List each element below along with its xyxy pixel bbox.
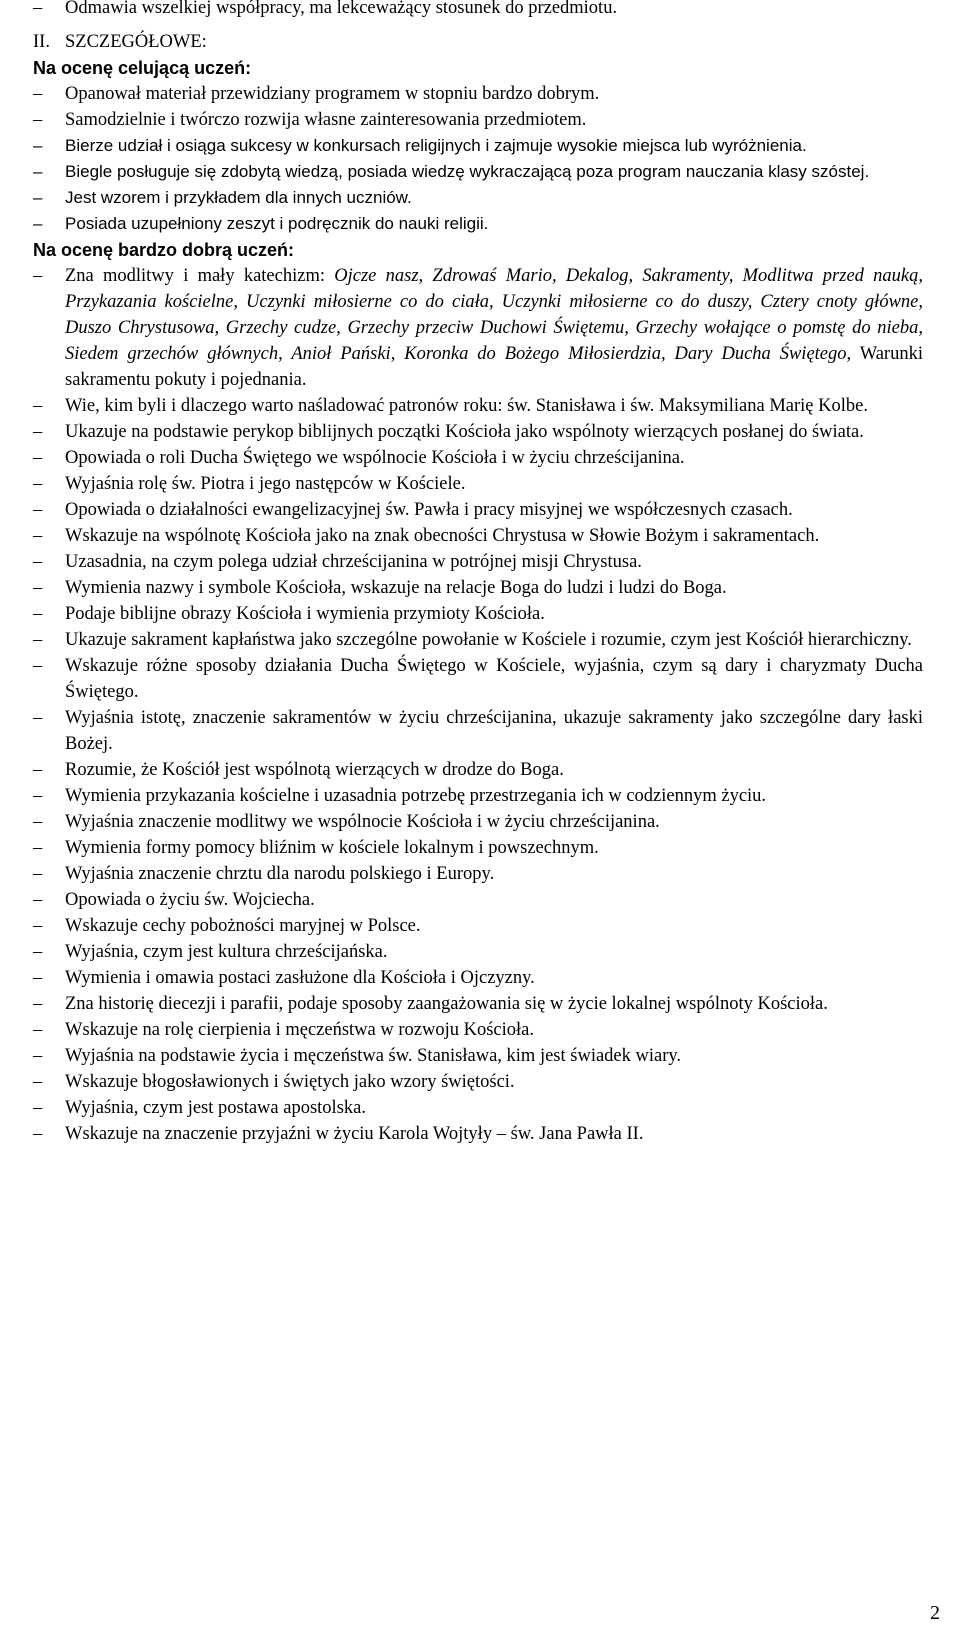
dash-bullet: – [33, 188, 43, 207]
list-item [33, 861, 923, 887]
list-item [33, 159, 923, 185]
dash-bullet: – [33, 1020, 43, 1040]
list-item [33, 1095, 923, 1121]
item-text: Wymienia przykazania kościelne i uzasadnia potrzebę przestrzegania ich w codziennym życiu. [65, 786, 767, 806]
list-item [33, 653, 923, 705]
dash-bullet: – [33, 474, 43, 494]
list-item [33, 991, 923, 1017]
list-item [33, 887, 923, 913]
list-item [33, 627, 923, 653]
item-text: Wie, kim byli i dlaczego warto naśladować patronów roku: św. Stanisława i św. Maksymiliana Marię Kolbe. [65, 396, 868, 416]
dash-bullet: – [33, 604, 43, 624]
list-item [33, 1069, 923, 1095]
item-italic-prayers: Ojcze nasz, Zdrowaś Mario, Dekalog, Sakramenty, Modlitwa przed nauką, Przykazania kościelne, Uczynki miłosierne co do ciała, Uczynki miłosierne co do duszy, Cztery cnoty główne, Duszo Chrystusowa, Grzechy cudze, Grzechy przeciw Duchowi Świętemu, Grzechy wołające o pomstę do nieba, Siedem grzechów głównych, Anioł Pański, Koronka do Bożego Miłosierdzia, Dary Ducha Świętego, [65, 266, 924, 364]
grade-heading-bardzo-dobra: Na ocenę bardzo dobrą uczeń: [33, 240, 295, 260]
list-item [33, 81, 923, 107]
dash-bullet: – [33, 422, 43, 442]
dash-bullet: – [33, 1046, 43, 1066]
dash-bullet: – [33, 760, 43, 780]
dash-bullet: – [33, 786, 43, 806]
item-text: Samodzielnie i twórczo rozwija własne zainteresowania przedmiotem. [65, 110, 587, 130]
section-heading [33, 29, 923, 55]
dash-bullet: – [33, 448, 43, 468]
item-text: Wyjaśnia znaczenie chrztu dla narodu polskiego i Europy. [65, 864, 495, 884]
list-item [33, 263, 923, 393]
dash-bullet: – [33, 1124, 43, 1144]
item-text: Wskazuje na znaczenie przyjaźni w życiu Karola Wojtyły – św. Jana Pawła II. [65, 1124, 644, 1144]
item-text: Bierze udział i osiąga sukcesy w konkursach religijnych i zajmuje wysokie miejsca lub wyróżnienia. [65, 136, 807, 155]
dash-bullet: – [33, 0, 43, 18]
dash-bullet: – [33, 708, 43, 728]
item-text: Wskazuje różne sposoby działania Ducha Świętego w Kościele, wyjaśnia, czym są dary i charyzmaty Ducha Świętego. [65, 656, 923, 702]
list-item [33, 107, 923, 133]
list-item [33, 471, 923, 497]
list-item [33, 419, 923, 445]
dash-bullet: – [33, 526, 43, 546]
list-item [33, 835, 923, 861]
item-text: Opanował materiał przewidziany programem w stopniu bardzo dobrym. [65, 84, 600, 104]
dash-bullet: – [33, 396, 43, 416]
dash-bullet: – [33, 552, 43, 572]
dash-bullet: – [33, 500, 43, 520]
dash-bullet: – [33, 968, 43, 988]
item-text: Wskazuje na rolę cierpienia i męczeństwa w rozwoju Kościoła. [65, 1020, 534, 1040]
item-text: Podaje biblijne obrazy Kościoła i wymienia przymioty Kościoła. [65, 604, 545, 624]
item-text: Ukazuje sakrament kapłaństwa jako szczególne powołanie w Kościele i rozumie, czym jest Kościół hierarchiczny. [65, 630, 912, 650]
dash-bullet: – [33, 110, 43, 130]
list-item [33, 185, 923, 211]
item-text: Uzasadnia, na czym polega udział chrześcijanina w potrójnej misji Chrystusa. [65, 552, 642, 572]
list-item [33, 783, 923, 809]
item-text: Wymienia i omawia postaci zasłużone dla Kościoła i Ojczyzny. [65, 968, 535, 988]
document-page [33, 0, 923, 1147]
item-text: Wymienia nazwy i symbole Kościoła, wskazuje na relacje Boga do ludzi i ludzi do Boga. [65, 578, 727, 598]
list-item [33, 133, 923, 159]
dash-bullet: – [33, 890, 43, 910]
item-text: Wskazuje na wspólnotę Kościoła jako na znak obecności Chrystusa w Słowie Bożym i sakramentach. [65, 526, 820, 546]
item-text: Wymienia formy pomocy bliźnim w kościele lokalnym i powszechnym. [65, 838, 599, 858]
dash-bullet: – [33, 994, 43, 1014]
item-lead: Zna modlitwy i mały katechizm: [65, 266, 335, 286]
dash-bullet: – [33, 942, 43, 962]
item-tail: Warunki sakramentu pokuty i pojednania. [65, 344, 923, 390]
dash-bullet: – [33, 916, 43, 936]
list-item [33, 549, 923, 575]
grade-heading-celujaca: Na ocenę celującą uczeń: [33, 58, 252, 78]
dash-bullet: – [33, 578, 43, 598]
dash-bullet: – [33, 136, 43, 155]
item-text: Opowiada o działalności ewangelizacyjnej św. Pawła i pracy misyjnej we współczesnych czasach. [65, 500, 793, 520]
item-text: Wyjaśnia istotę, znaczenie sakramentów w życiu chrześcijanina, ukazuje sakramenty jako szczególne dary łaski Bożej. [65, 708, 923, 754]
item-text: Opowiada o życiu św. Wojciecha. [65, 890, 315, 910]
dash-bullet: – [33, 162, 43, 181]
item-text: Wyjaśnia, czym jest postawa apostolska. [65, 1098, 366, 1118]
item-text: Wyjaśnia, czym jest kultura chrześcijańska. [65, 942, 388, 962]
dash-bullet: – [33, 214, 43, 233]
list-item [33, 523, 923, 549]
list-item [33, 965, 923, 991]
item-text: Wskazuje cechy pobożności maryjnej w Polsce. [65, 916, 421, 936]
list-item [33, 939, 923, 965]
page-number: 2 [930, 1602, 940, 1624]
list-item [33, 809, 923, 835]
list-item [33, 445, 923, 471]
item-text: Wyjaśnia znaczenie modlitwy we wspólnocie Kościoła i w życiu chrześcijanina. [65, 812, 660, 832]
item-text: Posiada uzupełniony zeszyt i podręcznik do nauki religii. [65, 214, 489, 233]
list-item [33, 757, 923, 783]
dash-bullet: – [33, 84, 43, 104]
list-celujaca [33, 81, 923, 237]
list-item [33, 211, 923, 237]
list-item [33, 1017, 923, 1043]
dash-bullet: – [33, 1098, 43, 1118]
item-text: Biegle posługuje się zdobytą wiedzą, posiada wiedzę wykraczającą poza program nauczania klasy szóstej. [65, 162, 870, 181]
list-item [33, 1043, 923, 1069]
list-item [33, 601, 923, 627]
item-text: Wskazuje błogosławionych i świętych jako wzory świętości. [65, 1072, 515, 1092]
list-item [33, 393, 923, 419]
item-text: Opowiada o roli Ducha Świętego we wspólnocie Kościoła i w życiu chrześcijanina. [65, 448, 685, 468]
dash-bullet: – [33, 656, 43, 676]
section-number: II. [33, 32, 50, 52]
dash-bullet: – [33, 630, 43, 650]
item-text: Ukazuje na podstawie perykop biblijnych początki Kościoła jako wspólnoty wierzących posłanej do świata. [65, 422, 864, 442]
item-text: Rozumie, że Kościół jest wspólnotą wierzących w drodze do Boga. [65, 760, 564, 780]
section-title: SZCZEGÓŁOWE: [65, 32, 207, 52]
item-text: Wyjaśnia na podstawie życia i męczeństwa św. Stanisława, kim jest świadek wiary. [65, 1046, 682, 1066]
list-item [33, 0, 923, 21]
list-item [33, 913, 923, 939]
dash-bullet: – [33, 812, 43, 832]
dash-bullet: – [33, 838, 43, 858]
list-item [33, 575, 923, 601]
dash-bullet: – [33, 1072, 43, 1092]
list-item [33, 705, 923, 757]
dash-bullet: – [33, 864, 43, 884]
item-text: Wyjaśnia rolę św. Piotra i jego następców w Kościele. [65, 474, 466, 494]
item-text: Odmawia wszelkiej współpracy, ma lekceważący stosunek do przedmiotu. [65, 0, 618, 18]
item-text: Zna historię diecezji i parafii, podaje sposoby zaangażowania się w życie lokalnej wspólnoty Kościoła. [65, 994, 828, 1014]
list-item [33, 497, 923, 523]
dash-bullet: – [33, 266, 43, 286]
list-item [33, 1121, 923, 1147]
list-bardzo-dobra [33, 393, 923, 1147]
item-text: Jest wzorem i przykładem dla innych uczniów. [65, 188, 412, 207]
